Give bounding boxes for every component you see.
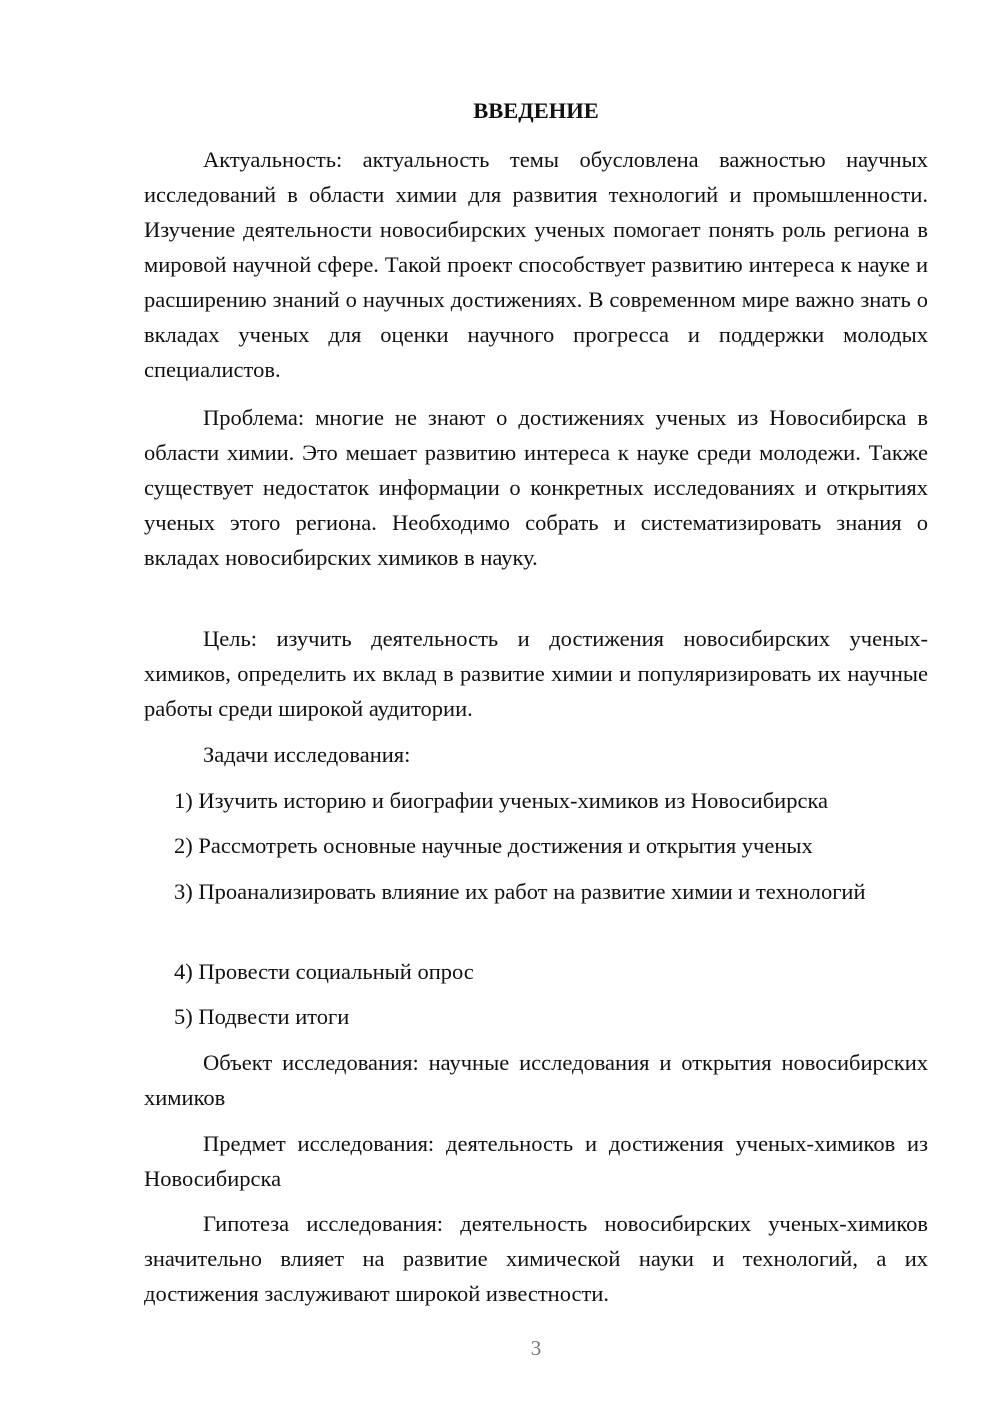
task-item-4: 4) Провести социальный опрос (174, 959, 474, 984)
tasks-title: Задачи исследования: (203, 742, 411, 767)
hypothesis-paragraph: Гипотеза исследования: деятельность новосибирских ученых-химиков значительно влияет на развитие химической науки и технологий, а их достижения заслуживают широкой известности. (144, 1211, 928, 1306)
task-item-1: 1) Изучить историю и биографии ученых-химиков из Новосибирска (174, 788, 829, 813)
goal-paragraph: Цель: изучить деятельность и достижения новосибирских ученых-химиков, определить их вклад в развитие химии и популяризировать их научные работы среди широкой аудитории. (144, 626, 928, 721)
page-number: 3 (530, 1336, 542, 1360)
subject-paragraph: Предмет исследования: деятельность и достижения ученых-химиков из Новосибирска (144, 1131, 928, 1191)
task-item-3: 3) Проанализировать влияние их работ на развитие химии и технологий (174, 879, 866, 904)
object-paragraph: Объект исследования: научные исследования и открытия новосибирских химиков (144, 1050, 928, 1110)
task-item-5: 5) Подвести итоги (174, 1004, 350, 1029)
task-item-2: 2) Рассмотреть основные научные достижения и открытия ученых (174, 833, 813, 858)
relevance-paragraph: Актуальность: актуальность темы обусловлена важностью научных исследований в области химии для развития технологий и промышленности. Изучение деятельности новосибирских ученых помогает понять роль региона в мировой научной сфере. Такой проект способствует развитию интереса к науке и расширению знаний о научных достижениях. В современном мире важно знать о вкладах ученых для оценки научного прогресса и поддержки молодых специалистов. (144, 147, 928, 382)
section-heading: ВВЕДЕНИЕ (473, 98, 599, 123)
problem-paragraph: Проблема: многие не знают о достижениях ученых из Новосибирска в области химии. Это мешает развитию интереса к науке среди молодежи. Также существует недостаток информации о конкретных исследованиях и открытиях ученых этого региона. Необходимо собрать и систематизировать знания о вкладах новосибирских химиков в науку. (144, 405, 928, 570)
